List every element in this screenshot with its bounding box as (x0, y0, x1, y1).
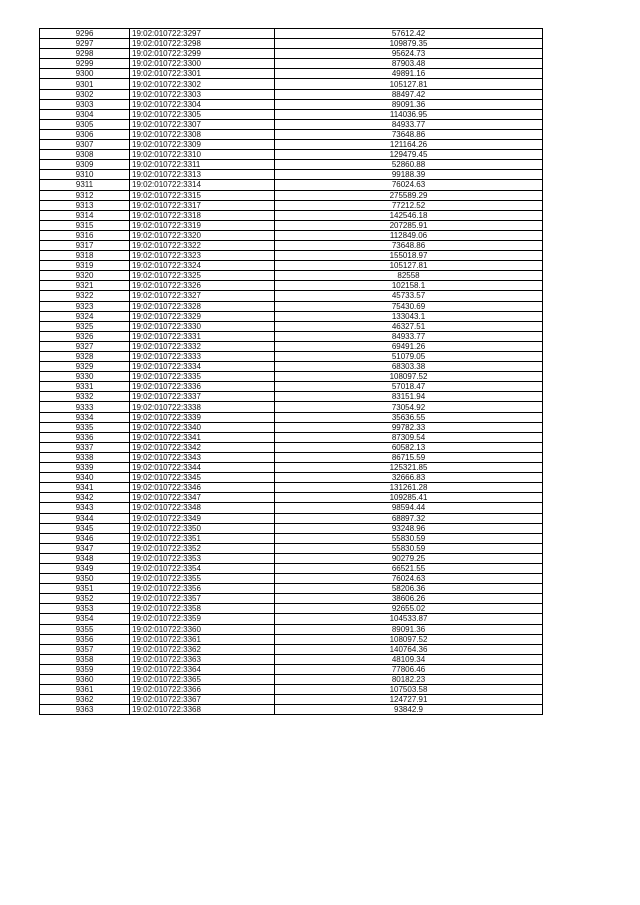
reference-code-cell: 19:02:010722:3310 (130, 150, 275, 160)
amount-cell: 102158.1 (275, 281, 543, 291)
table-row (40, 160, 543, 170)
amount-cell: 275589.29 (275, 190, 543, 200)
reference-code-cell: 19:02:010722:3313 (130, 170, 275, 180)
table-row (40, 624, 543, 634)
table-row (40, 402, 543, 412)
serial-number-cell: 9322 (40, 291, 130, 301)
serial-number-cell: 9338 (40, 452, 130, 462)
serial-number-cell: 9328 (40, 352, 130, 362)
amount-cell: 80182.23 (275, 675, 543, 685)
table-row (40, 432, 543, 442)
serial-number-cell: 9323 (40, 301, 130, 311)
reference-code-cell: 19:02:010722:3325 (130, 271, 275, 281)
serial-number-cell: 9307 (40, 140, 130, 150)
serial-number-cell: 9312 (40, 190, 130, 200)
serial-number-cell: 9351 (40, 584, 130, 594)
reference-code-cell: 19:02:010722:3345 (130, 473, 275, 483)
reference-code-cell: 19:02:010722:3300 (130, 59, 275, 69)
reference-code-cell: 19:02:010722:3350 (130, 523, 275, 533)
table-row (40, 503, 543, 513)
reference-code-cell: 19:02:010722:3297 (130, 29, 275, 39)
table-row (40, 553, 543, 563)
table-row (40, 463, 543, 473)
reference-code-cell: 19:02:010722:3349 (130, 513, 275, 523)
reference-code-cell: 19:02:010722:3333 (130, 352, 275, 362)
amount-cell: 45733.57 (275, 291, 543, 301)
amount-cell: 93248.96 (275, 523, 543, 533)
amount-cell: 104533.87 (275, 614, 543, 624)
serial-number-cell: 9310 (40, 170, 130, 180)
table-row (40, 574, 543, 584)
table-row (40, 240, 543, 250)
serial-number-cell: 9340 (40, 473, 130, 483)
table-row (40, 442, 543, 452)
table-row (40, 301, 543, 311)
table-row (40, 473, 543, 483)
table-row (40, 412, 543, 422)
serial-number-cell: 9302 (40, 89, 130, 99)
serial-number-cell: 9327 (40, 341, 130, 351)
table-row (40, 210, 543, 220)
serial-number-cell: 9331 (40, 382, 130, 392)
amount-cell: 68897.32 (275, 513, 543, 523)
table-row (40, 331, 543, 341)
serial-number-cell: 9361 (40, 685, 130, 695)
reference-code-cell: 19:02:010722:3318 (130, 210, 275, 220)
amount-cell: 48109.34 (275, 654, 543, 664)
table-row (40, 695, 543, 705)
serial-number-cell: 9332 (40, 392, 130, 402)
table-row (40, 654, 543, 664)
reference-code-cell: 19:02:010722:3346 (130, 483, 275, 493)
serial-number-cell: 9301 (40, 79, 130, 89)
reference-code-cell: 19:02:010722:3347 (130, 493, 275, 503)
serial-number-cell: 9330 (40, 372, 130, 382)
amount-cell: 131261.28 (275, 483, 543, 493)
amount-cell: 58206.36 (275, 584, 543, 594)
serial-number-cell: 9318 (40, 251, 130, 261)
serial-number-cell: 9345 (40, 523, 130, 533)
serial-number-cell: 9354 (40, 614, 130, 624)
amount-cell: 125321.85 (275, 463, 543, 473)
amount-cell: 140764.36 (275, 644, 543, 654)
amount-cell: 57018.47 (275, 382, 543, 392)
reference-code-cell: 19:02:010722:3357 (130, 594, 275, 604)
table-row (40, 594, 543, 604)
amount-cell: 51079.05 (275, 352, 543, 362)
reference-code-cell: 19:02:010722:3314 (130, 180, 275, 190)
amount-cell: 133043.1 (275, 311, 543, 321)
table-row (40, 311, 543, 321)
reference-code-cell: 19:02:010722:3342 (130, 442, 275, 452)
serial-number-cell: 9357 (40, 644, 130, 654)
table-row (40, 251, 543, 261)
amount-cell: 84933.77 (275, 119, 543, 129)
serial-number-cell: 9314 (40, 210, 130, 220)
amount-cell: 142546.18 (275, 210, 543, 220)
amount-cell: 77806.46 (275, 664, 543, 674)
serial-number-cell: 9335 (40, 422, 130, 432)
serial-number-cell: 9358 (40, 654, 130, 664)
amount-cell: 112849.06 (275, 230, 543, 240)
reference-code-cell: 19:02:010722:3302 (130, 79, 275, 89)
amount-cell: 77212.52 (275, 200, 543, 210)
table-row (40, 129, 543, 139)
reference-code-cell: 19:02:010722:3322 (130, 240, 275, 250)
serial-number-cell: 9333 (40, 402, 130, 412)
table-body (40, 29, 543, 715)
amount-cell: 107503.58 (275, 685, 543, 695)
table-row (40, 321, 543, 331)
serial-number-cell: 9311 (40, 180, 130, 190)
amount-cell: 69491.26 (275, 341, 543, 351)
reference-code-cell: 19:02:010722:3298 (130, 39, 275, 49)
amount-cell: 83151.94 (275, 392, 543, 402)
reference-code-cell: 19:02:010722:3351 (130, 533, 275, 543)
reference-code-cell: 19:02:010722:3365 (130, 675, 275, 685)
reference-code-cell: 19:02:010722:3362 (130, 644, 275, 654)
amount-cell: 108097.52 (275, 634, 543, 644)
serial-number-cell: 9297 (40, 39, 130, 49)
amount-cell: 55830.59 (275, 543, 543, 553)
amount-cell: 109879.35 (275, 39, 543, 49)
reference-code-cell: 19:02:010722:3308 (130, 129, 275, 139)
amount-cell: 121164.26 (275, 140, 543, 150)
amount-cell: 87309.54 (275, 432, 543, 442)
table-row (40, 705, 543, 715)
table-row (40, 493, 543, 503)
reference-code-cell: 19:02:010722:3366 (130, 685, 275, 695)
amount-cell: 105127.81 (275, 261, 543, 271)
reference-code-cell: 19:02:010722:3317 (130, 200, 275, 210)
reference-code-cell: 19:02:010722:3364 (130, 664, 275, 674)
serial-number-cell: 9299 (40, 59, 130, 69)
amount-cell: 129479.45 (275, 150, 543, 160)
reference-code-cell: 19:02:010722:3339 (130, 412, 275, 422)
serial-number-cell: 9296 (40, 29, 130, 39)
reference-code-cell: 19:02:010722:3361 (130, 634, 275, 644)
amount-cell: 114036.95 (275, 109, 543, 119)
reference-code-cell: 19:02:010722:3360 (130, 624, 275, 634)
amount-cell: 38606.26 (275, 594, 543, 604)
reference-code-cell: 19:02:010722:3337 (130, 392, 275, 402)
serial-number-cell: 9341 (40, 483, 130, 493)
reference-code-cell: 19:02:010722:3307 (130, 119, 275, 129)
reference-code-cell: 19:02:010722:3352 (130, 543, 275, 553)
reference-code-cell: 19:02:010722:3329 (130, 311, 275, 321)
serial-number-cell: 9359 (40, 664, 130, 674)
table-row (40, 109, 543, 119)
amount-cell: 155018.97 (275, 251, 543, 261)
serial-number-cell: 9325 (40, 321, 130, 331)
serial-number-cell: 9334 (40, 412, 130, 422)
reference-code-cell: 19:02:010722:3355 (130, 574, 275, 584)
amount-cell: 93842.9 (275, 705, 543, 715)
table-row (40, 140, 543, 150)
serial-number-cell: 9315 (40, 220, 130, 230)
reference-code-cell: 19:02:010722:3338 (130, 402, 275, 412)
amount-cell: 32666.83 (275, 473, 543, 483)
reference-code-cell: 19:02:010722:3320 (130, 230, 275, 240)
table-row (40, 382, 543, 392)
amount-cell: 95624.73 (275, 49, 543, 59)
serial-number-cell: 9300 (40, 69, 130, 79)
serial-number-cell: 9348 (40, 553, 130, 563)
table-row (40, 59, 543, 69)
reference-code-cell: 19:02:010722:3319 (130, 220, 275, 230)
table-row (40, 180, 543, 190)
amount-cell: 60582.13 (275, 442, 543, 452)
reference-code-cell: 19:02:010722:3354 (130, 563, 275, 573)
amount-cell: 89091.36 (275, 624, 543, 634)
amount-cell: 82558 (275, 271, 543, 281)
serial-number-cell: 9324 (40, 311, 130, 321)
table-row (40, 675, 543, 685)
amount-cell: 92655.02 (275, 604, 543, 614)
table-row (40, 483, 543, 493)
table-row (40, 230, 543, 240)
amount-cell: 57612.42 (275, 29, 543, 39)
reference-code-cell: 19:02:010722:3305 (130, 109, 275, 119)
serial-number-cell: 9339 (40, 463, 130, 473)
serial-number-cell: 9320 (40, 271, 130, 281)
table-row (40, 291, 543, 301)
serial-number-cell: 9356 (40, 634, 130, 644)
serial-number-cell: 9321 (40, 281, 130, 291)
reference-code-cell: 19:02:010722:3304 (130, 99, 275, 109)
serial-number-cell: 9347 (40, 543, 130, 553)
amount-cell: 98594.44 (275, 503, 543, 513)
table-row (40, 533, 543, 543)
reference-code-cell: 19:02:010722:3323 (130, 251, 275, 261)
reference-code-cell: 19:02:010722:3363 (130, 654, 275, 664)
table-row (40, 220, 543, 230)
serial-number-cell: 9329 (40, 362, 130, 372)
table-row (40, 29, 543, 39)
table-row (40, 392, 543, 402)
serial-number-cell: 9298 (40, 49, 130, 59)
table-row (40, 170, 543, 180)
serial-number-cell: 9353 (40, 604, 130, 614)
table-row (40, 99, 543, 109)
table-row (40, 604, 543, 614)
reference-code-cell: 19:02:010722:3327 (130, 291, 275, 301)
table-row (40, 422, 543, 432)
reference-code-cell: 19:02:010722:3315 (130, 190, 275, 200)
serial-number-cell: 9319 (40, 261, 130, 271)
table-row (40, 150, 543, 160)
amount-cell: 75430.69 (275, 301, 543, 311)
table-row (40, 685, 543, 695)
serial-number-cell: 9349 (40, 563, 130, 573)
amount-cell: 76024.63 (275, 574, 543, 584)
table-row (40, 89, 543, 99)
reference-code-cell: 19:02:010722:3324 (130, 261, 275, 271)
reference-code-cell: 19:02:010722:3330 (130, 321, 275, 331)
serial-number-cell: 9343 (40, 503, 130, 513)
amount-cell: 35636.55 (275, 412, 543, 422)
reference-code-cell: 19:02:010722:3340 (130, 422, 275, 432)
table-row (40, 584, 543, 594)
amount-cell: 89091.36 (275, 99, 543, 109)
reference-code-cell: 19:02:010722:3326 (130, 281, 275, 291)
reference-code-cell: 19:02:010722:3344 (130, 463, 275, 473)
table-row (40, 190, 543, 200)
reference-code-cell: 19:02:010722:3368 (130, 705, 275, 715)
reference-code-cell: 19:02:010722:3356 (130, 584, 275, 594)
amount-cell: 76024.63 (275, 180, 543, 190)
serial-number-cell: 9317 (40, 240, 130, 250)
amount-cell: 73648.86 (275, 129, 543, 139)
table-row (40, 261, 543, 271)
serial-number-cell: 9350 (40, 574, 130, 584)
table-row (40, 200, 543, 210)
reference-code-cell: 19:02:010722:3303 (130, 89, 275, 99)
serial-number-cell: 9309 (40, 160, 130, 170)
serial-number-cell: 9326 (40, 331, 130, 341)
table-row (40, 634, 543, 644)
amount-cell: 99782.33 (275, 422, 543, 432)
table-row (40, 79, 543, 89)
amount-cell: 73648.86 (275, 240, 543, 250)
serial-number-cell: 9336 (40, 432, 130, 442)
reference-code-cell: 19:02:010722:3343 (130, 452, 275, 462)
serial-number-cell: 9344 (40, 513, 130, 523)
table-row (40, 543, 543, 553)
reference-code-cell: 19:02:010722:3332 (130, 341, 275, 351)
amount-cell: 87903.48 (275, 59, 543, 69)
reference-code-cell: 19:02:010722:3328 (130, 301, 275, 311)
amount-cell: 52860.88 (275, 160, 543, 170)
table-row (40, 352, 543, 362)
amount-cell: 124727.91 (275, 695, 543, 705)
reference-code-cell: 19:02:010722:3331 (130, 331, 275, 341)
serial-number-cell: 9342 (40, 493, 130, 503)
data-table (39, 28, 543, 715)
reference-code-cell: 19:02:010722:3341 (130, 432, 275, 442)
serial-number-cell: 9304 (40, 109, 130, 119)
amount-cell: 207285.91 (275, 220, 543, 230)
amount-cell: 66521.55 (275, 563, 543, 573)
serial-number-cell: 9362 (40, 695, 130, 705)
serial-number-cell: 9355 (40, 624, 130, 634)
table-row (40, 452, 543, 462)
table-row (40, 69, 543, 79)
serial-number-cell: 9337 (40, 442, 130, 452)
amount-cell: 49891.16 (275, 69, 543, 79)
table-row (40, 362, 543, 372)
reference-code-cell: 19:02:010722:3367 (130, 695, 275, 705)
reference-code-cell: 19:02:010722:3299 (130, 49, 275, 59)
serial-number-cell: 9346 (40, 533, 130, 543)
serial-number-cell: 9352 (40, 594, 130, 604)
serial-number-cell: 9316 (40, 230, 130, 240)
table-row (40, 664, 543, 674)
serial-number-cell: 9313 (40, 200, 130, 210)
table-row (40, 372, 543, 382)
amount-cell: 108097.52 (275, 372, 543, 382)
reference-code-cell: 19:02:010722:3358 (130, 604, 275, 614)
table-row (40, 523, 543, 533)
reference-code-cell: 19:02:010722:3309 (130, 140, 275, 150)
reference-code-cell: 19:02:010722:3353 (130, 553, 275, 563)
amount-cell: 46327.51 (275, 321, 543, 331)
amount-cell: 86715.59 (275, 452, 543, 462)
serial-number-cell: 9308 (40, 150, 130, 160)
table-row (40, 644, 543, 654)
reference-code-cell: 19:02:010722:3335 (130, 372, 275, 382)
table-row (40, 281, 543, 291)
table-row (40, 271, 543, 281)
serial-number-cell: 9303 (40, 99, 130, 109)
serial-number-cell: 9306 (40, 129, 130, 139)
reference-code-cell: 19:02:010722:3348 (130, 503, 275, 513)
table-row (40, 39, 543, 49)
amount-cell: 105127.81 (275, 79, 543, 89)
reference-code-cell: 19:02:010722:3311 (130, 160, 275, 170)
table-row (40, 513, 543, 523)
amount-cell: 73054.92 (275, 402, 543, 412)
amount-cell: 109285.41 (275, 493, 543, 503)
table-row (40, 563, 543, 573)
reference-code-cell: 19:02:010722:3359 (130, 614, 275, 624)
serial-number-cell: 9363 (40, 705, 130, 715)
table-row (40, 119, 543, 129)
serial-number-cell: 9360 (40, 675, 130, 685)
reference-code-cell: 19:02:010722:3301 (130, 69, 275, 79)
amount-cell: 55830.59 (275, 533, 543, 543)
serial-number-cell: 9305 (40, 119, 130, 129)
table-row (40, 49, 543, 59)
amount-cell: 84933.77 (275, 331, 543, 341)
reference-code-cell: 19:02:010722:3334 (130, 362, 275, 372)
table-row (40, 341, 543, 351)
amount-cell: 68303.38 (275, 362, 543, 372)
amount-cell: 90279.25 (275, 553, 543, 563)
reference-code-cell: 19:02:010722:3336 (130, 382, 275, 392)
amount-cell: 88497.42 (275, 89, 543, 99)
table-row (40, 614, 543, 624)
amount-cell: 99188.39 (275, 170, 543, 180)
